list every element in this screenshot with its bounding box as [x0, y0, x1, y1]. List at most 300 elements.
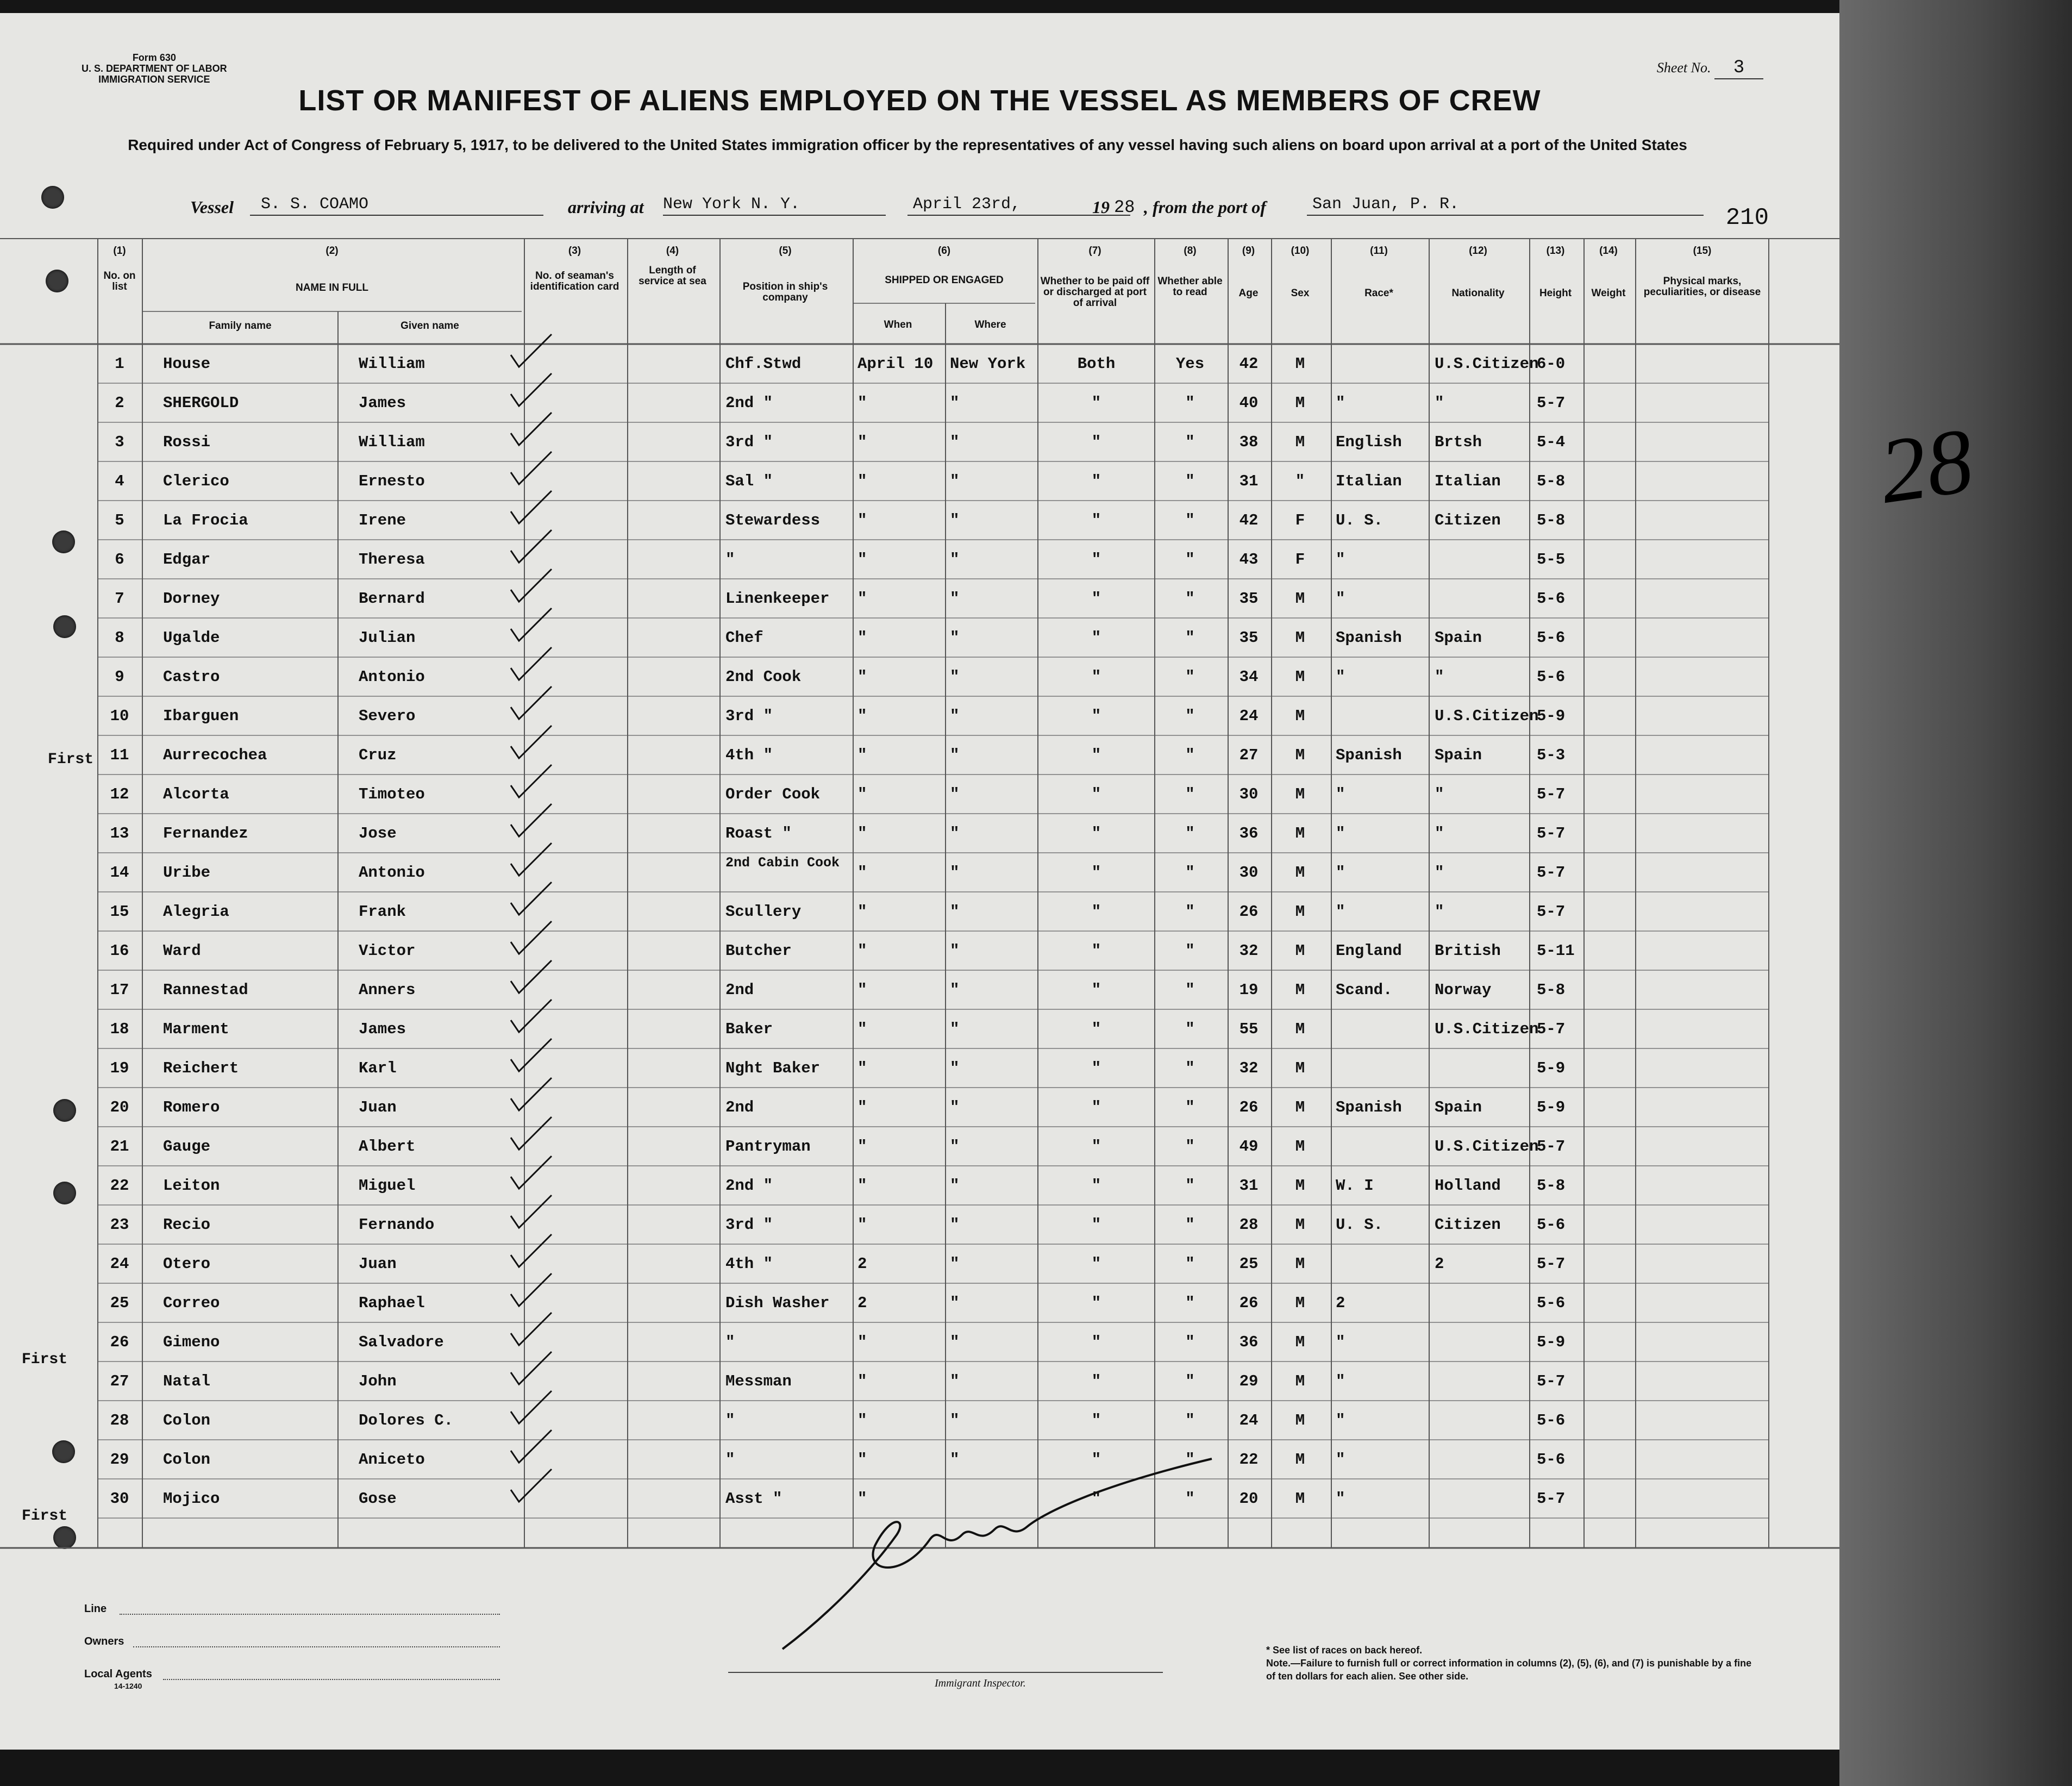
cell-sex: M [1295, 981, 1305, 999]
cell-nationality: U.S.Citizen [1435, 355, 1539, 373]
table-row [0, 1283, 1839, 1322]
cell-position: 2nd " [725, 394, 773, 412]
cell-age: 25 [1239, 1255, 1259, 1273]
cell-family-name: Ibarguen [163, 707, 239, 725]
cell-row-number: 18 [110, 1020, 129, 1038]
margin-note-row-26: First [22, 1351, 68, 1368]
arrival-port: New York N. Y. [663, 195, 886, 216]
cell-given-name: Ernesto [359, 472, 425, 490]
cell-age: 55 [1239, 1020, 1259, 1038]
cell-height: 5-7 [1537, 1372, 1566, 1390]
inspector-signature [761, 1453, 1250, 1660]
cell-family-name: Gauge [163, 1138, 211, 1156]
year-prefix: 19 [1092, 197, 1110, 217]
cell-age: 26 [1239, 903, 1259, 921]
department-name: U. S. DEPARTMENT OF LABOR [82, 63, 227, 74]
cell-age: 26 [1239, 1294, 1259, 1312]
cell-family-name: Colon [163, 1412, 211, 1429]
cell-height: 6-0 [1537, 355, 1566, 373]
cell-able-to-read: " [1185, 825, 1195, 842]
cell-height: 5-6 [1537, 1451, 1566, 1469]
table-row [0, 735, 1839, 775]
cell-able-to-read: " [1185, 707, 1195, 725]
check-mark-icon [508, 959, 557, 997]
cell-able-to-read: " [1185, 511, 1195, 529]
cell-row-number: 8 [115, 629, 124, 647]
cell-race: " [1336, 785, 1345, 803]
cell-sex: M [1295, 433, 1305, 451]
cell-able-to-read: " [1185, 629, 1195, 647]
cell-row-number: 30 [110, 1490, 129, 1508]
cell-position: Butcher [725, 942, 792, 960]
check-mark-icon [508, 372, 557, 410]
cell-height: 5-6 [1537, 1412, 1566, 1429]
cell-nationality: Italian [1435, 472, 1501, 490]
cell-paid-off: " [1091, 433, 1101, 451]
cell-race: " [1336, 551, 1345, 569]
cell-paid-off: " [1091, 1020, 1101, 1038]
cell-race: " [1336, 1372, 1345, 1390]
cell-able-to-read: " [1185, 1020, 1195, 1038]
cell-race: English [1336, 433, 1402, 451]
footnote [1266, 1644, 1755, 1683]
cell-sex: M [1295, 707, 1305, 725]
cell-position: " [725, 551, 735, 569]
cell-able-to-read: " [1185, 1372, 1195, 1390]
check-mark-icon [508, 685, 557, 723]
col-8-label: Whether able to read [1157, 276, 1223, 298]
col-3-number: (3) [568, 245, 581, 257]
immigrant-inspector-label: Immigrant Inspector. [935, 1677, 1026, 1689]
cell-shipped-when: " [857, 1216, 867, 1234]
cell-shipped-where: " [950, 629, 960, 647]
background-strip [1839, 0, 2072, 1786]
cell-able-to-read: " [1185, 1177, 1195, 1195]
cell-row-number: 26 [110, 1333, 129, 1351]
cell-shipped-when: 2 [857, 1294, 867, 1312]
cell-position: Roast " [725, 825, 792, 842]
table-row [0, 1009, 1839, 1048]
check-mark-icon [508, 646, 557, 684]
table-row [0, 1048, 1839, 1088]
col-5-label: Position in ship's company [742, 281, 828, 303]
form-header-block [82, 52, 227, 85]
cell-given-name: Salvadore [359, 1333, 444, 1351]
cell-position: 3rd " [725, 433, 773, 451]
cell-family-name: Clerico [163, 472, 229, 490]
cell-shipped-when: " [857, 1333, 867, 1351]
cell-height: 5-7 [1537, 1020, 1566, 1038]
cell-paid-off: " [1091, 825, 1101, 842]
cell-position: " [725, 1333, 735, 1351]
cell-paid-off: " [1091, 668, 1101, 686]
cell-given-name: Raphael [359, 1294, 425, 1312]
cell-race: England [1336, 942, 1402, 960]
cell-shipped-where: " [950, 1372, 960, 1390]
table-row [0, 970, 1839, 1009]
col-3-label: No. of seaman's identification card [530, 270, 619, 292]
col-15-number: (15) [1693, 245, 1712, 257]
col-6-label: SHIPPED OR ENGAGED [885, 274, 1004, 286]
check-mark-icon [508, 1429, 557, 1467]
cell-shipped-where: " [950, 1294, 960, 1312]
cell-row-number: 27 [110, 1372, 129, 1390]
cell-able-to-read: " [1185, 394, 1195, 412]
cell-age: 22 [1239, 1451, 1259, 1469]
cell-able-to-read: " [1185, 746, 1195, 764]
line-label: Line [84, 1603, 107, 1615]
cell-shipped-when: " [857, 825, 867, 842]
cell-shipped-when: 2 [857, 1255, 867, 1273]
cell-shipped-when: April 10 [857, 355, 934, 373]
cell-given-name: William [359, 433, 425, 451]
cell-shipped-when: " [857, 746, 867, 764]
cell-shipped-when: " [857, 394, 867, 412]
cell-able-to-read: Yes [1175, 355, 1205, 373]
cell-race: Spanish [1336, 746, 1402, 764]
cell-height: 5-9 [1537, 707, 1566, 725]
cell-family-name: Ward [163, 942, 201, 960]
cell-given-name: Julian [359, 629, 416, 647]
cell-row-number: 16 [110, 942, 129, 960]
col-13-label: Height [1539, 288, 1572, 299]
cell-able-to-read: " [1185, 1216, 1195, 1234]
check-mark-icon [508, 1468, 557, 1506]
col-8-number: (8) [1184, 245, 1197, 257]
page-number: 210 [1725, 204, 1769, 232]
cell-shipped-when: " [857, 1138, 867, 1156]
cell-height: 5-3 [1537, 746, 1566, 764]
cell-family-name: Otero [163, 1255, 211, 1273]
cell-height: 5-7 [1537, 903, 1566, 921]
cell-race: " [1336, 864, 1345, 882]
cell-position: 2nd [725, 981, 754, 999]
cell-row-number: 25 [110, 1294, 129, 1312]
col-6-number: (6) [937, 245, 951, 257]
cell-height: 5-8 [1537, 1177, 1566, 1195]
cell-family-name: Marment [163, 1020, 229, 1038]
local-agents-label: Local Agents [84, 1668, 152, 1680]
cell-height: 5-8 [1537, 511, 1566, 529]
table-row [0, 1088, 1839, 1127]
cell-height: 5-9 [1537, 1333, 1566, 1351]
penalty-note: Note.—Failure to furnish full or correct information in columns (2), (5), (6), and (7) is punishable by a fine of ten dollars for each alien. See other side. [1266, 1658, 1752, 1682]
family-name-header: Family name [209, 320, 272, 332]
when-header: When [884, 319, 912, 330]
table-row [0, 892, 1839, 931]
col-1-label: No. on list [103, 270, 136, 292]
owners-field [133, 1646, 500, 1647]
cell-given-name: Bernard [359, 590, 425, 608]
cell-race: 2 [1336, 1294, 1345, 1312]
cell-shipped-where: " [950, 1059, 960, 1077]
cell-paid-off: " [1091, 1490, 1101, 1508]
check-mark-icon [508, 529, 557, 567]
owners-label: Owners [84, 1635, 124, 1647]
cell-paid-off: " [1091, 1294, 1101, 1312]
cell-paid-off: " [1091, 472, 1101, 490]
table-row [0, 383, 1839, 422]
cell-able-to-read: " [1185, 1451, 1195, 1469]
cell-position: 2nd " [725, 1177, 773, 1195]
cell-row-number: 17 [110, 981, 129, 999]
table-row [0, 461, 1839, 501]
sheet-number-value: 3 [1714, 58, 1763, 79]
cell-family-name: Aurrecochea [163, 746, 267, 764]
check-mark-icon [508, 920, 557, 958]
cell-position: Dish Washer [725, 1294, 830, 1312]
cell-given-name: James [359, 1020, 406, 1038]
cell-given-name: James [359, 394, 406, 412]
col-7-number: (7) [1088, 245, 1101, 257]
cell-shipped-where: " [950, 1451, 960, 1469]
cell-row-number: 3 [115, 433, 124, 451]
cell-row-number: 19 [110, 1059, 129, 1077]
cell-shipped-where: " [950, 785, 960, 803]
cell-shipped-where: " [950, 1412, 960, 1429]
cell-given-name: Frank [359, 903, 406, 921]
check-mark-icon [508, 607, 557, 645]
cell-shipped-when: " [857, 864, 867, 882]
table-row [0, 853, 1839, 892]
cell-age: 24 [1239, 707, 1259, 725]
col-4-number: (4) [666, 245, 679, 257]
col-14-label: Weight [1591, 288, 1626, 299]
cell-row-number: 29 [110, 1451, 129, 1469]
cell-paid-off: " [1091, 1333, 1101, 1351]
cell-paid-off: " [1091, 551, 1101, 569]
cell-shipped-where: " [950, 551, 960, 569]
cell-nationality: Holland [1435, 1177, 1501, 1195]
cell-row-number: 12 [110, 785, 129, 803]
cell-given-name: Miguel [359, 1177, 416, 1195]
table-row [0, 657, 1839, 696]
col-1-number: (1) [113, 245, 126, 257]
cell-position: 2nd Cook [725, 668, 802, 686]
cell-paid-off: " [1091, 707, 1101, 725]
check-mark-icon [508, 1312, 557, 1350]
cell-sex: M [1295, 1372, 1305, 1390]
cell-shipped-when: " [857, 511, 867, 529]
cell-sex: M [1295, 590, 1305, 608]
cell-position: 4th " [725, 1255, 773, 1273]
cell-nationality: U.S.Citizen [1435, 1138, 1539, 1156]
table-row [0, 579, 1839, 618]
where-header: Where [974, 319, 1006, 330]
table-row [0, 1401, 1839, 1440]
cell-height: 5-6 [1537, 1294, 1566, 1312]
check-mark-icon [508, 1116, 557, 1154]
page-subtitle: Required under Act of Congress of February 5, 1917, to be delivered to the United States immigration officer by the representatives of any vessel having such aliens on board upon arrival at a port of the United States [128, 136, 1687, 153]
cell-family-name: House [163, 355, 211, 373]
cell-row-number: 2 [115, 394, 124, 412]
cell-position: Chef [725, 629, 763, 647]
cell-sex: M [1295, 355, 1305, 373]
cell-row-number: 6 [115, 551, 124, 569]
local-agents-field [163, 1679, 500, 1680]
cell-sex: F [1295, 511, 1305, 529]
check-mark-icon [508, 333, 557, 371]
cell-shipped-when: " [857, 472, 867, 490]
cell-shipped-where: " [950, 668, 960, 686]
cell-able-to-read: " [1185, 1255, 1195, 1273]
line-field [120, 1614, 500, 1615]
cell-position: Chf.Stwd [725, 355, 802, 373]
cell-position: Sal " [725, 472, 773, 490]
cell-age: 32 [1239, 1059, 1259, 1077]
cell-race: U. S. [1336, 1216, 1384, 1234]
cell-able-to-read: " [1185, 1490, 1195, 1508]
cell-race: Spanish [1336, 1098, 1402, 1116]
cell-sex: M [1295, 1412, 1305, 1429]
cell-sex: M [1295, 1216, 1305, 1234]
cell-row-number: 7 [115, 590, 124, 608]
col-12-number: (12) [1469, 245, 1487, 257]
cell-height: 5-6 [1537, 1216, 1566, 1234]
cell-shipped-when: " [857, 942, 867, 960]
arrival-date: April 23rd, [907, 195, 1130, 216]
vessel-details [190, 195, 1766, 222]
cell-shipped-where: " [950, 1177, 960, 1195]
given-name-header: Given name [400, 320, 459, 332]
cell-age: 26 [1239, 1098, 1259, 1116]
col-2-number: (2) [325, 245, 339, 257]
cell-given-name: Anners [359, 981, 416, 999]
cell-height: 5-7 [1537, 1255, 1566, 1273]
cell-position: 4th " [725, 746, 773, 764]
cell-position: " [725, 1451, 735, 1469]
cell-given-name: Irene [359, 511, 406, 529]
cell-family-name: Alcorta [163, 785, 229, 803]
cell-paid-off: " [1091, 1216, 1101, 1234]
cell-race: " [1336, 1490, 1345, 1508]
col-12-label: Nationality [1451, 288, 1505, 299]
cell-family-name: Rannestad [163, 981, 248, 999]
cell-height: 5-8 [1537, 981, 1566, 999]
cell-nationality: U.S.Citizen [1435, 707, 1539, 725]
cell-family-name: Natal [163, 1372, 211, 1390]
margin-note-row-30: First [22, 1508, 68, 1525]
cell-family-name: Rossi [163, 433, 211, 451]
cell-family-name: Reichert [163, 1059, 239, 1077]
cell-race: " [1336, 1451, 1345, 1469]
cell-age: 36 [1239, 1333, 1259, 1351]
cell-position: Pantryman [725, 1138, 811, 1156]
cell-height: 5-7 [1537, 394, 1566, 412]
cell-shipped-where: " [950, 1333, 960, 1351]
cell-nationality: Citizen [1435, 511, 1501, 529]
sheet-number [1657, 58, 1763, 79]
cell-shipped-when: " [857, 433, 867, 451]
cell-position: 3rd " [725, 1216, 773, 1234]
cell-given-name: Antonio [359, 864, 425, 882]
cell-shipped-when: " [857, 707, 867, 725]
cell-given-name: Theresa [359, 551, 425, 569]
col-15-label: Physical marks, peculiarities, or disease [1643, 276, 1761, 298]
cell-row-number: 1 [115, 355, 124, 373]
cell-family-name: Correo [163, 1294, 220, 1312]
cell-age: 49 [1239, 1138, 1259, 1156]
cell-family-name: Dorney [163, 590, 220, 608]
cell-age: 42 [1239, 511, 1259, 529]
cell-sex: M [1295, 394, 1305, 412]
cell-age: 36 [1239, 825, 1259, 842]
cell-shipped-when: " [857, 1412, 867, 1429]
check-mark-icon [508, 1390, 557, 1428]
cell-shipped-where: " [950, 707, 960, 725]
arriving-label: arriving at [568, 197, 644, 217]
handwritten-margin-number: 28 [1873, 409, 1980, 523]
cell-shipped-when: " [857, 903, 867, 921]
cell-shipped-where: New York [950, 355, 1026, 373]
table-row [0, 422, 1839, 461]
cell-height: 5-8 [1537, 472, 1566, 490]
cell-shipped-where: " [950, 472, 960, 490]
cell-shipped-where: " [950, 1138, 960, 1156]
cell-age: 42 [1239, 355, 1259, 373]
cell-shipped-when: " [857, 629, 867, 647]
cell-age: 27 [1239, 746, 1259, 764]
cell-sex: M [1295, 903, 1305, 921]
page-title: LIST OR MANIFEST OF ALIENS EMPLOYED ON THE VESSEL AS MEMBERS OF CREW [298, 84, 1541, 117]
cell-given-name: Jose [359, 825, 397, 842]
cell-age: 34 [1239, 668, 1259, 686]
cell-shipped-when: " [857, 668, 867, 686]
cell-height: 5-7 [1537, 1138, 1566, 1156]
cell-position: Nght Baker [725, 1059, 821, 1077]
cell-nationality: 2 [1435, 1255, 1444, 1273]
cell-height: 5-4 [1537, 433, 1566, 451]
cell-paid-off: " [1091, 511, 1101, 529]
cell-paid-off: " [1091, 942, 1101, 960]
cell-sex: F [1295, 551, 1305, 569]
cell-nationality: Citizen [1435, 1216, 1501, 1234]
table-row [0, 1205, 1839, 1244]
table-row [0, 931, 1839, 970]
cell-row-number: 11 [110, 746, 129, 764]
cell-shipped-where: " [950, 433, 960, 451]
cell-race: Spanish [1336, 629, 1402, 647]
cell-family-name: Fernandez [163, 825, 248, 842]
cell-family-name: Recio [163, 1216, 211, 1234]
col-9-number: (9) [1242, 245, 1255, 257]
cell-age: 35 [1239, 590, 1259, 608]
cell-family-name: Mojico [163, 1490, 220, 1508]
cell-sex: M [1295, 785, 1305, 803]
cell-nationality: " [1435, 903, 1444, 921]
cell-able-to-read: " [1185, 903, 1195, 921]
cell-family-name: Alegria [163, 903, 229, 921]
cell-shipped-when: " [857, 1372, 867, 1390]
col-13-number: (13) [1546, 245, 1565, 257]
col-9-label: Age [1238, 288, 1259, 299]
cell-family-name: Leiton [163, 1177, 220, 1195]
cell-given-name: Gose [359, 1490, 397, 1508]
check-mark-icon [508, 803, 557, 841]
cell-able-to-read: " [1185, 864, 1195, 882]
cell-given-name: Severo [359, 707, 416, 725]
cell-nationality: Brtsh [1435, 433, 1482, 451]
cell-age: 24 [1239, 1412, 1259, 1429]
cell-nationality: Spain [1435, 1098, 1482, 1116]
cell-nationality: Norway [1435, 981, 1492, 999]
check-mark-icon [508, 764, 557, 802]
cell-position: Messman [725, 1372, 792, 1390]
cell-given-name: Antonio [359, 668, 425, 686]
cell-shipped-where: " [950, 511, 960, 529]
vessel-label: Vessel [190, 197, 234, 217]
cell-shipped-where: " [950, 394, 960, 412]
